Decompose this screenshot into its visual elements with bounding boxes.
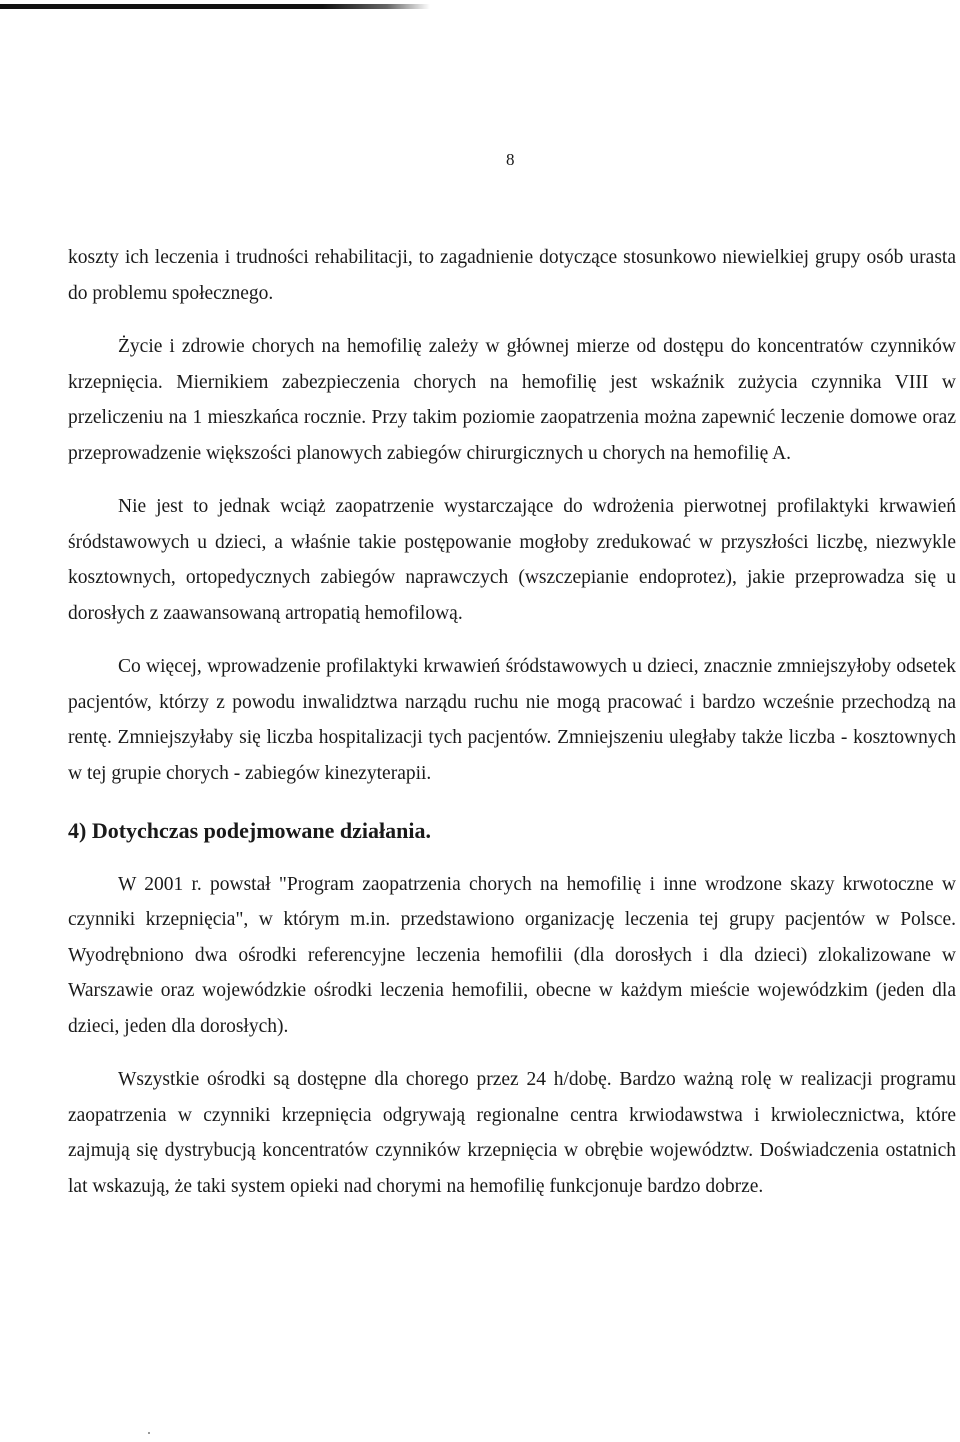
section-heading: 4) Dotychczas podejmowane działania. — [68, 818, 431, 843]
scan-top-edge-line — [0, 4, 430, 9]
paragraph-prophylaxis: Nie jest to jednak wciąż zaopatrzenie wystarczające do wdrożenia pierwotnej profilaktyki krwawień śródstawowych u dzieci, a właśnie takie postępowanie mogłoby zredukować w przyszłości liczbę, niezwykle kosztownych, ortopedycznych zabiegów naprawczych (wszczepianie endoprotez), jakie przeprowadza się u dorosłych z zaawansowaną artropatią hemofilową. — [68, 496, 956, 624]
paragraph-access-to-concentrates: Życie i zdrowie chorych na hemofilię zależy w głównej mierze od dostępu do koncentratów czynników krzepnięcia. Miernikiem zabezpieczenia chorych na hemofilię jest wskaźnik zużycia czynnika VIII w przeliczeniu na 1 mieszkańca rocznie. Przy takim poziomie zaopatrzenia można zapewnić leczenie domowe oraz przeprowadzenie większości planowych zabiegów chirurgicznych u chorych na hemofilię A. — [68, 336, 956, 464]
page-number: 8 — [506, 150, 515, 169]
paragraph-continuation: koszty ich leczenia i trudności rehabilitacji, to zagadnienie dotyczące stosunkowo niewielkiej grupy osób urasta do problemu społecznego. — [68, 247, 956, 304]
scan-speck — [148, 1432, 150, 1434]
paragraph-centers: Wszystkie ośrodki są dostępne dla chorego przez 24 h/dobę. Bardzo ważną rolę w realizacji programu zaopatrzenia w czynniki krzepnięcia odgrywają regionalne centra krwiodawstwa i krwiolecznictwa, które zajmują się dystrybucją koncentratów czynników krzepnięcia w obrębie województw. Doświadczenia ostatnich lat wskazują, że taki system opieki nad chorymi na hemofilię funkcjonuje bardzo dobrze. — [68, 1069, 956, 1197]
paragraph-benefits: Co więcej, wprowadzenie profilaktyki krwawień śródstawowych u dzieci, znacznie zmniejszyłoby odsetek pacjentów, którzy z powodu inwalidztwa narządu ruchu nie mogą pracować i bardzo wcześnie przechodzą na rentę. Zmniejszyłaby się liczba hospitalizacji tych pacjentów. Zmniejszeniu uległaby także liczba - kosztownych w tej grupie chorych - zabiegów kinezyterapii. — [68, 656, 956, 784]
paragraph-program-2001: W 2001 r. powstał "Program zaopatrzenia chorych na hemofilię i inne wrodzone skazy krwotoczne w czynniki krzepnięcia", w którym m.in. przedstawiono organizację leczenia tej grupy pacjentów w Polsce. Wyodrębniono dwa ośrodki referencyjne leczenia hemofilii (dla dorosłych i dla dzieci) zlokalizowane w Warszawie oraz wojewódzkie ośrodki leczenia hemofilii, obecne w każdym mieście wojewódzkim (jeden dla dzieci, jeden dla dorosłych). — [68, 873, 956, 1037]
document-body — [68, 240, 956, 1222]
